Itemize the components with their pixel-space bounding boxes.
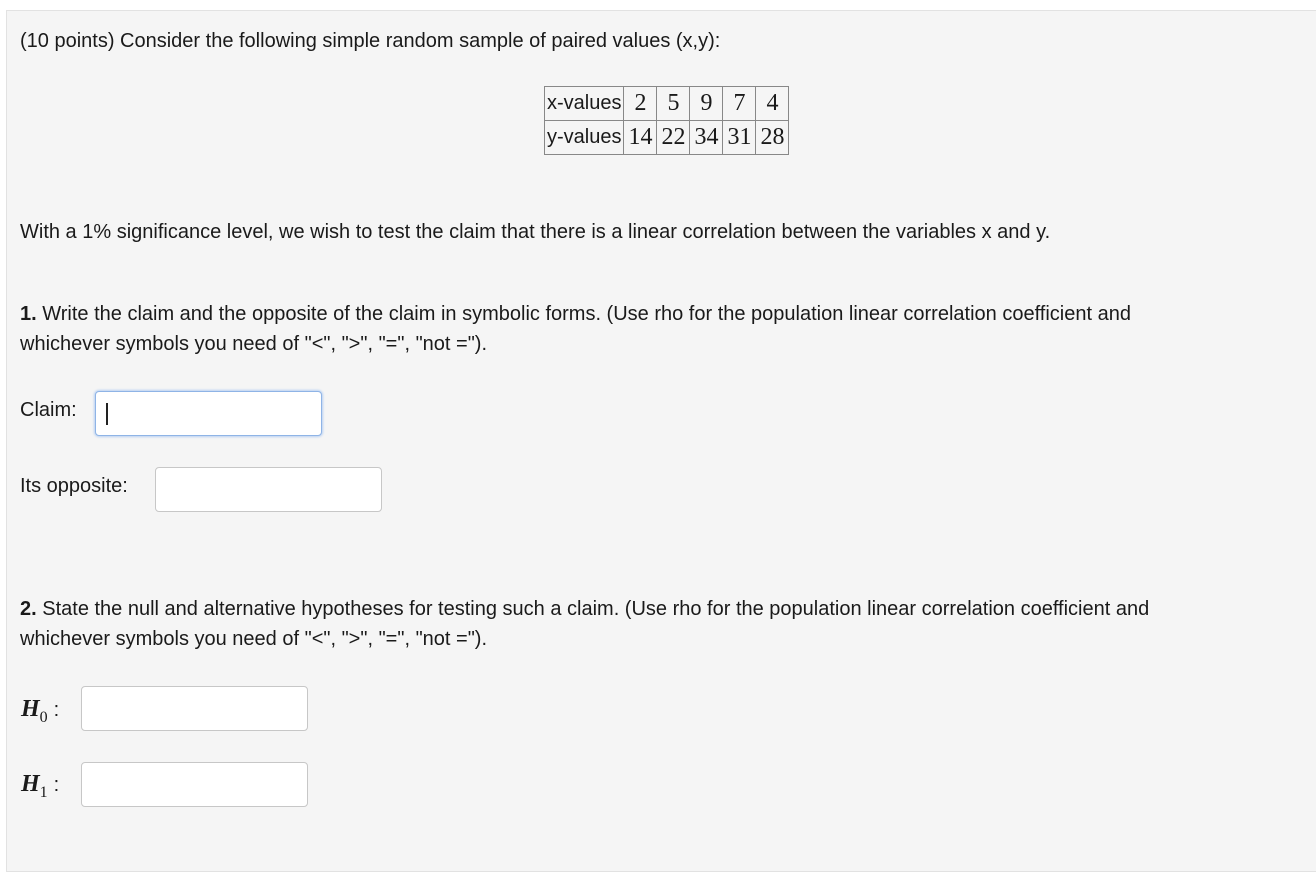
- part1-text-line1: Write the claim and the opposite of the claim in symbolic forms. (Use rho for the population linear correlation coefficient and: [36, 303, 1131, 325]
- table-row: [545, 121, 789, 155]
- text-caret: [106, 403, 108, 425]
- h0-symbol: H: [21, 696, 40, 722]
- table-cell: 14: [624, 121, 657, 155]
- h1-colon: :: [53, 774, 60, 796]
- table-cell: 22: [657, 121, 690, 155]
- part2-text-line2: whichever symbols you need of "<", ">", "=", "not =").: [20, 628, 488, 650]
- claim-input[interactable]: [95, 391, 322, 436]
- table-cell: 2: [624, 87, 657, 121]
- alternative-hypothesis-input[interactable]: [81, 762, 308, 807]
- question-panel: [6, 10, 1316, 872]
- table-cell: 5: [657, 87, 690, 121]
- h0-subscript: 0: [39, 708, 48, 726]
- part2-prompt: [20, 594, 1149, 654]
- null-hypothesis-input[interactable]: [81, 686, 308, 731]
- row-header: x-values: [545, 87, 624, 121]
- claim-label: Claim:: [20, 399, 77, 421]
- opposite-input[interactable]: [155, 467, 382, 512]
- data-table: [544, 86, 789, 155]
- part2-text-line1: State the null and alternative hypotheses for testing such a claim. (Use rho for the population linear correlation coefficient and: [36, 598, 1150, 620]
- table-cell: 4: [756, 87, 789, 121]
- question-intro: (10 points) Consider the following simple random sample of paired values (x,y):: [20, 30, 721, 52]
- table-cell: 31: [723, 121, 756, 155]
- table-cell: 34: [690, 121, 723, 155]
- part1-prompt: [20, 299, 1131, 359]
- significance-statement: With a 1% significance level, we wish to test the claim that there is a linear correlation between the variables x and y.: [20, 221, 1051, 243]
- h0-colon: :: [53, 699, 60, 721]
- part1-number: 1.: [20, 303, 37, 325]
- null-hypothesis-label: [21, 694, 59, 733]
- part1-text-line2: whichever symbols you need of "<", ">", "=", "not =").: [20, 333, 488, 355]
- table-row: [545, 87, 789, 121]
- table-cell: 28: [756, 121, 789, 155]
- table-cell: 9: [690, 87, 723, 121]
- h1-symbol: H: [21, 771, 40, 797]
- opposite-label: Its opposite:: [20, 475, 128, 497]
- alternative-hypothesis-label: [21, 769, 59, 808]
- h1-subscript: 1: [39, 783, 48, 801]
- table-cell: 7: [723, 87, 756, 121]
- part2-number: 2.: [20, 598, 37, 620]
- row-header: y-values: [545, 121, 624, 155]
